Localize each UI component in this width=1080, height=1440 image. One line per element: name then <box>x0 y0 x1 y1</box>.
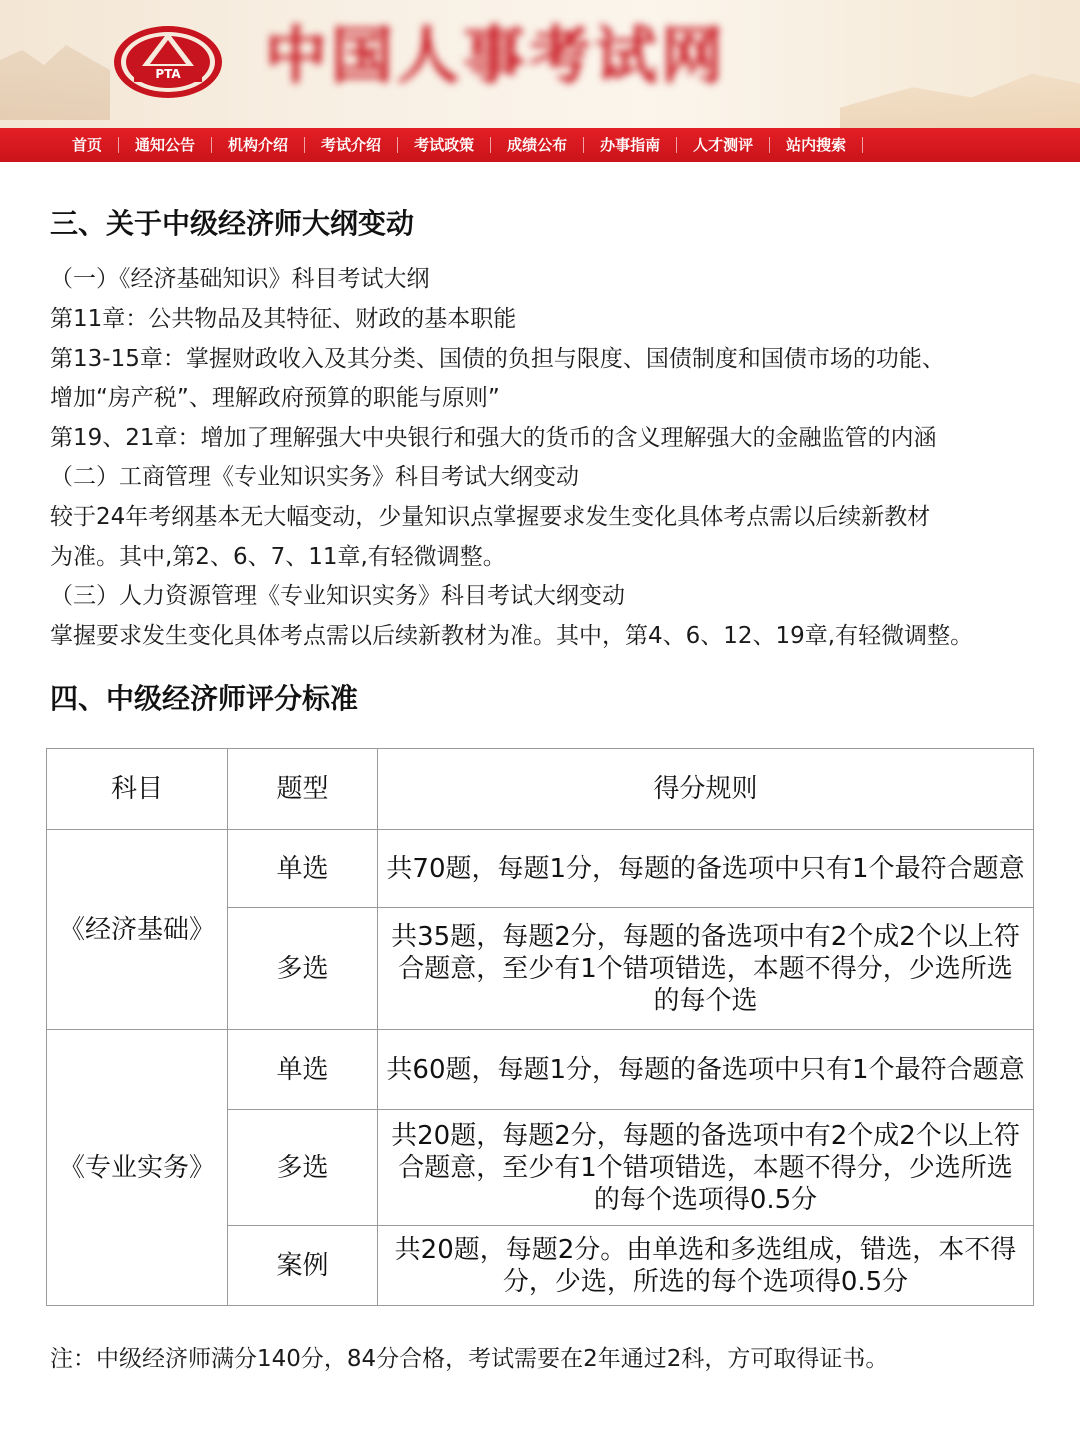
nav-exam-policy[interactable]: 考试政策 <box>398 137 491 153</box>
site-banner <box>0 0 1080 128</box>
header-scoring-rule: 得分规则 <box>378 749 1034 830</box>
header-subject: 科目 <box>47 749 228 830</box>
nav-assessment[interactable]: 人才测评 <box>677 137 770 153</box>
main-nav <box>0 128 1080 162</box>
rule-cell: 共20题，每题2分，每题的备选项中有2个成2个以上符合题意，至少有1个错项错选，本题不得分，少选所选的每个选项得0.5分 <box>378 1110 1034 1226</box>
table-header-row <box>47 749 1034 830</box>
rule-cell: 共20题，每题2分。由单选和多选组成，错选，本不得分，少选，所选的每个选项得0.5分 <box>378 1226 1034 1306</box>
nav-notices[interactable]: 通知公告 <box>119 137 212 153</box>
table-row <box>47 1030 1034 1110</box>
type-cell: 单选 <box>228 1030 378 1110</box>
nav-home[interactable]: 首页 <box>56 137 119 153</box>
section3-line: 第11章：公共物品及其特征、财政的基本职能 <box>50 306 517 332</box>
nav-guide[interactable]: 办事指南 <box>584 137 677 153</box>
section3-heading: 三、关于中级经济师大纲变动 <box>50 207 415 240</box>
rule-cell: 共60题，每题1分，每题的备选项中只有1个最符合题意 <box>378 1030 1034 1110</box>
rule-cell: 共35题，每题2分，每题的备选项中有2个成2个以上符合题意，至少有1个错项错选，本题不得分，少选所选的每个选 <box>378 908 1034 1030</box>
great-wall-decoration <box>0 20 110 120</box>
header-question-type: 题型 <box>228 749 378 830</box>
type-cell: 单选 <box>228 830 378 908</box>
section3-line: （一）《经济基础知识》科目考试大纲 <box>50 266 430 292</box>
rule-cell: 共70题，每题1分，每题的备选项中只有1个最符合题意 <box>378 830 1034 908</box>
section4-heading: 四、中级经济师评分标准 <box>50 682 359 715</box>
type-cell: 多选 <box>228 1110 378 1226</box>
logo-text: PTA <box>155 67 181 81</box>
section3-line: （二）工商管理《专业知识实务》科目考试大纲变动 <box>50 464 579 490</box>
section3-line: 第13-15章：掌握财政收入及其分类、国债的负担与限度、国债制度和国债市场的功能、 <box>50 346 945 372</box>
subject-cell: 《经济基础》 <box>47 830 228 1030</box>
scoring-table <box>46 748 1034 1306</box>
subject-cell: 《专业实务》 <box>47 1030 228 1306</box>
nav-exam-intro[interactable]: 考试介绍 <box>305 137 398 153</box>
section3-line: 增加“房产税”、理解政府预算的职能与原则” <box>50 385 500 411</box>
nav-about[interactable]: 机构介绍 <box>212 137 305 153</box>
section3-line: 第19、21章：增加了理解强大中央银行和强大的货币的含义理解强大的金融监管的内涵 <box>50 425 937 451</box>
nav-site-search[interactable]: 站内搜索 <box>770 137 863 153</box>
nav-results[interactable]: 成绩公布 <box>491 137 584 153</box>
table-row <box>47 830 1034 908</box>
footnote: 注：中级经济师满分140分，84分合格，考试需要在2年通过2科，方可取得证书。 <box>50 1346 889 1372</box>
section3-line: 掌握要求发生变化具体考点需以后续新教材为准。其中，第4、6、12、19章,有轻微调整。 <box>50 623 974 649</box>
section3-line: （三）人力资源管理《专业知识实务》科目考试大纲变动 <box>50 583 625 609</box>
pta-logo[interactable] <box>112 22 224 100</box>
section3-line: 较于24年考纲基本无大幅变动，少量知识点掌握要求发生变化具体考点需以后续新教材 <box>50 504 931 530</box>
site-title: 中国人事考试网 <box>265 19 728 92</box>
type-cell: 案例 <box>228 1226 378 1306</box>
section3-line: 为准。其中,第2、6、7、11章,有轻微调整。 <box>50 544 506 570</box>
banner-decoration <box>840 60 1080 128</box>
type-cell: 多选 <box>228 908 378 1030</box>
